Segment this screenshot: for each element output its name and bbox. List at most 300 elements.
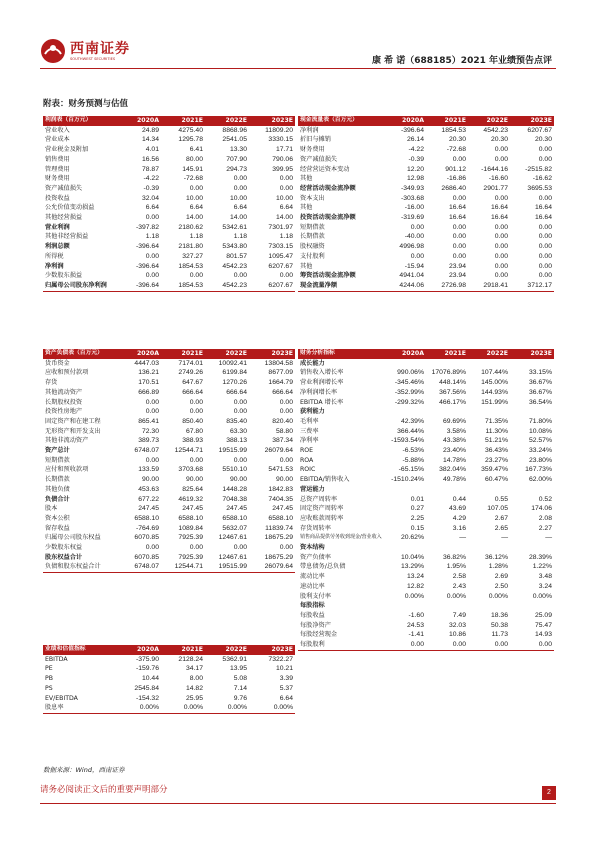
row-label: 股权融资	[300, 243, 325, 251]
year-header-cell: 2023E	[510, 349, 554, 359]
value-cell: 0.00	[468, 640, 510, 650]
table-row	[43, 407, 295, 417]
value-cell: 20.30	[490, 136, 508, 144]
value-cell: 24.53	[406, 621, 424, 629]
table-row	[43, 155, 295, 165]
row-label: 净利率	[300, 437, 319, 445]
value-cell: 0.55	[494, 495, 508, 503]
table-row	[43, 524, 295, 534]
value-cell: 20.30	[534, 136, 552, 144]
table-row	[43, 174, 295, 184]
value-cell: 0.00	[538, 272, 552, 280]
value-cell: 0.00	[538, 194, 552, 202]
row-label: ROE	[300, 447, 314, 455]
table-row	[298, 145, 554, 155]
value-cell: 0.00	[538, 233, 552, 241]
year-header-cell: 2021E	[426, 116, 468, 126]
value-cell: 1854.53	[441, 126, 466, 134]
value-cell: 14.00	[229, 214, 247, 222]
value-cell	[384, 485, 426, 495]
row-label: 其他	[300, 262, 313, 270]
value-cell: 0.00	[279, 398, 293, 406]
value-cell: 36.43%	[484, 447, 508, 455]
value-cell: 0.00	[145, 252, 159, 260]
year-header-cell: 2020A	[117, 645, 161, 655]
value-cell: 0.00	[538, 243, 552, 251]
table-row	[298, 398, 554, 408]
value-cell: 26079.64	[264, 447, 293, 455]
value-cell: 0.00	[538, 155, 552, 163]
table-row	[298, 640, 554, 650]
value-cell: 0.00	[145, 214, 159, 222]
table-row	[43, 436, 295, 446]
row-label: 其他	[300, 204, 313, 212]
value-cell: 4542.23	[205, 281, 249, 291]
value-cell: 33.24%	[528, 447, 552, 455]
row-label: 销售费用	[45, 155, 70, 163]
value-cell: 0.27	[410, 505, 424, 513]
value-cell: 3.48	[538, 573, 552, 581]
year-header-cell: 2022E	[205, 645, 249, 655]
row-label: 营业利润	[45, 223, 70, 231]
value-cell: 23.94	[448, 262, 466, 270]
value-cell: 1448.28	[222, 485, 247, 493]
value-cell: 0.00	[145, 456, 159, 464]
value-cell: 63.30	[229, 427, 247, 435]
row-label: 公允价值变动损益	[45, 204, 95, 212]
value-cell	[384, 543, 426, 553]
value-cell: -1593.54%	[391, 437, 424, 445]
value-cell: 6070.85	[134, 553, 159, 561]
value-cell: 23.94	[448, 272, 466, 280]
value-cell: 25.95	[185, 694, 203, 702]
value-cell: 7303.15	[268, 243, 293, 251]
table-row	[298, 417, 554, 427]
row-label: 资产减值损失	[300, 155, 338, 163]
table-row	[298, 495, 554, 505]
table-row	[298, 543, 554, 553]
row-label: 股利支付率	[300, 592, 331, 600]
row-label: 管理费用	[45, 165, 70, 173]
value-cell: -1510.24%	[391, 476, 424, 484]
financial-ratios-table	[298, 349, 554, 651]
value-cell: 151.99%	[481, 398, 508, 406]
table-row	[298, 582, 554, 592]
row-label: 无形资产和开发支出	[45, 427, 101, 435]
table-row	[43, 553, 295, 563]
value-cell: 2.67	[494, 514, 508, 522]
value-cell: 990.06%	[397, 369, 424, 377]
value-cell: 90.00	[229, 476, 247, 484]
row-label: 营业收入	[45, 126, 70, 134]
row-label: 其他	[300, 175, 313, 183]
value-cell: -16.00	[404, 204, 424, 212]
value-cell: 2.43	[452, 582, 466, 590]
value-cell: 3.24	[538, 582, 552, 590]
value-cell: 12467.61	[218, 534, 247, 542]
value-cell: 2686.40	[441, 184, 466, 192]
value-cell: 0.00	[452, 223, 466, 231]
value-cell: 0.44	[452, 495, 466, 503]
row-label: 归属母公司股东权益	[45, 534, 101, 542]
value-cell: 1295.78	[178, 136, 203, 144]
row-label: EBITDA 增长率	[300, 398, 344, 406]
table-row	[43, 427, 295, 437]
value-cell: 790.06	[272, 155, 293, 163]
value-cell: -159.76	[135, 665, 159, 673]
value-cell: 6588.10	[178, 514, 203, 522]
row-label: 存货	[45, 379, 58, 387]
cashflow-statement-table	[298, 116, 554, 292]
value-cell: 0.00	[510, 640, 554, 650]
value-cell	[468, 359, 510, 369]
table-header-row	[298, 349, 554, 359]
value-cell: 666.64	[272, 388, 293, 396]
value-cell: 0.00	[233, 175, 247, 183]
value-cell: 34.17	[185, 665, 203, 673]
value-cell: 0.00	[538, 262, 552, 270]
value-cell: 0.00	[279, 408, 293, 416]
row-label: 投资收益	[45, 194, 70, 202]
table-row	[43, 126, 295, 136]
value-cell: -16.86	[446, 175, 466, 183]
value-cell: 72.30	[141, 427, 159, 435]
table-row	[298, 504, 554, 514]
value-cell: 2180.62	[178, 223, 203, 231]
footer-divider	[40, 803, 556, 804]
value-cell	[426, 543, 468, 553]
value-cell: 11839.74	[265, 524, 293, 532]
value-cell: 8868.96	[222, 126, 247, 134]
value-cell: 247.45	[272, 505, 293, 513]
section-title: 附表：财务预测与估值	[43, 99, 129, 109]
row-label: 负债合计	[45, 495, 70, 503]
row-label: 资本结构	[300, 544, 325, 552]
value-cell: 0.00	[279, 175, 293, 183]
table-row	[298, 213, 554, 223]
value-cell: 382.04%	[439, 466, 466, 474]
row-label: 每股经营现金	[300, 631, 338, 639]
table-title-cell: 现金流量表（百万元）	[298, 116, 384, 126]
value-cell: 5471.53	[268, 466, 293, 474]
value-cell: 1.18	[233, 233, 247, 241]
year-header-cell: 2021E	[161, 116, 205, 126]
value-cell: 2181.80	[178, 243, 203, 251]
company-logo	[40, 38, 130, 64]
value-cell: 14.93	[534, 631, 552, 639]
value-cell: 12.98	[406, 175, 424, 183]
value-cell: 5.08	[233, 675, 247, 683]
value-cell: 16.64	[534, 214, 552, 222]
row-label: 带息债务/总负债	[300, 563, 346, 571]
row-label: 股东权益合计	[45, 553, 83, 561]
value-cell: 5342.61	[222, 223, 247, 231]
table-row	[43, 232, 295, 242]
value-cell: 3.16	[452, 524, 466, 532]
source-note: 数据来源：Wind，西南证券	[43, 766, 125, 774]
value-cell: 0.00	[494, 155, 508, 163]
table-row	[43, 694, 295, 704]
value-cell: 0.00	[384, 640, 426, 650]
value-cell: 10.21	[275, 665, 293, 673]
table-row	[298, 485, 554, 495]
row-label: EBITDA	[45, 655, 68, 663]
value-cell: 4542.23	[483, 126, 508, 134]
value-cell: 7925.39	[178, 553, 203, 561]
value-cell: 367.56%	[439, 388, 466, 396]
table-row	[298, 232, 554, 242]
header-divider	[40, 68, 556, 69]
table-row	[298, 359, 554, 369]
value-cell: 16.56	[141, 155, 159, 163]
value-cell: 12544.71	[161, 562, 205, 572]
table-row	[43, 271, 295, 281]
row-label: 负债和股东权益合计	[43, 562, 117, 572]
table-row	[298, 630, 554, 640]
value-cell: -4.22	[143, 175, 159, 183]
table-row	[298, 388, 554, 398]
value-cell: 3703.68	[178, 466, 203, 474]
value-cell: 4619.32	[178, 495, 203, 503]
value-cell: 8.00	[189, 675, 203, 683]
table-row	[298, 514, 554, 524]
table-row	[298, 135, 554, 145]
year-header-cell: 2022E	[468, 116, 510, 126]
table-row	[298, 562, 554, 572]
value-cell: 388.93	[182, 437, 203, 445]
table-row	[43, 213, 295, 223]
row-label: 每股股利	[298, 640, 384, 650]
value-cell: 36.67%	[528, 388, 552, 396]
table-row	[43, 533, 295, 543]
value-cell: 6588.10	[222, 514, 247, 522]
value-cell: 10.00	[185, 194, 203, 202]
value-cell: -1644.16	[481, 165, 508, 173]
row-label: 资本公积	[45, 514, 70, 522]
value-cell	[510, 485, 554, 495]
value-cell: 10.00	[229, 194, 247, 202]
row-label: 营业税金及附加	[45, 146, 89, 154]
row-label: 存货周转率	[300, 524, 331, 532]
value-cell: 43.38%	[442, 437, 466, 445]
page-number: 2	[542, 786, 556, 800]
value-cell: 366.44%	[397, 427, 424, 435]
footer-disclaimer: 请务必阅读正文后的重要声明部分	[40, 785, 168, 795]
value-cell: -349.93	[400, 184, 424, 192]
value-cell: 0.00	[538, 223, 552, 231]
year-header-cell: 2023E	[249, 116, 295, 126]
value-cell: -397.82	[135, 223, 159, 231]
row-label: 财务费用	[45, 175, 70, 183]
value-cell	[384, 407, 426, 417]
value-cell	[468, 485, 510, 495]
value-cell: 4542.23	[222, 262, 247, 270]
value-cell	[510, 543, 554, 553]
value-cell: 2541.05	[222, 136, 247, 144]
row-label: 少数股东损益	[45, 272, 83, 280]
value-cell: 0.00	[452, 252, 466, 260]
value-cell: 6.64	[279, 694, 293, 702]
value-cell: 107.44%	[481, 369, 508, 377]
value-cell: 14.00	[185, 214, 203, 222]
value-cell: 388.13	[226, 437, 247, 445]
value-cell: 58.80	[275, 427, 293, 435]
value-cell: 389.73	[138, 437, 159, 445]
value-cell: 0.00	[452, 233, 466, 241]
year-header-cell: 2020A	[384, 116, 426, 126]
value-cell: 23.80%	[528, 456, 552, 464]
value-cell: 4941.04	[399, 272, 424, 280]
value-cell: 0.00%	[446, 592, 466, 600]
value-cell: 36.67%	[528, 379, 552, 387]
row-label: 速动比率	[300, 582, 325, 590]
value-cell: 3.58%	[446, 427, 466, 435]
table-row	[298, 223, 554, 233]
table-row	[43, 184, 295, 194]
row-label: 少数股东权益	[45, 544, 83, 552]
value-cell: -396.64	[135, 262, 159, 270]
table-row	[43, 388, 295, 398]
value-cell: 19515.99	[205, 562, 249, 572]
value-cell: 0.00%	[404, 592, 424, 600]
table-row	[298, 572, 554, 582]
logo-en-text: SOUTHWEST SECURITIES	[70, 56, 116, 61]
row-label: 财务费用	[300, 146, 325, 154]
value-cell: 10.00	[275, 194, 293, 202]
value-cell: 13804.58	[264, 359, 293, 367]
value-cell: 10092.41	[218, 359, 247, 367]
value-cell: 294.73	[226, 165, 247, 173]
value-cell: 16.64	[534, 204, 552, 212]
value-cell	[384, 359, 426, 369]
value-cell: 0.00%	[117, 703, 161, 713]
value-cell: 6.41	[189, 146, 203, 154]
row-label: 经营营运资本变动	[300, 165, 350, 173]
value-cell: 453.63	[138, 485, 159, 493]
value-cell	[510, 601, 554, 611]
value-cell: 26.14	[406, 136, 424, 144]
value-cell: 67.80	[185, 427, 203, 435]
value-cell: 5362.91	[222, 655, 247, 663]
value-cell: 1.18	[145, 233, 159, 241]
logo-cn-text: 西南证券	[70, 40, 130, 57]
row-label: EBITDA/销售收入	[300, 476, 350, 484]
table-title-cell: 利润表（百万元）	[43, 116, 117, 126]
value-cell: -40.00	[404, 233, 424, 241]
value-cell: 80.00	[185, 155, 203, 163]
value-cell: 18675.29	[264, 553, 293, 561]
table-row	[43, 398, 295, 408]
value-cell: -396.64	[135, 243, 159, 251]
value-cell: 1664.79	[268, 379, 293, 387]
value-cell: 0.00	[279, 544, 293, 552]
value-cell: -65.15%	[398, 466, 424, 474]
row-label: 投资活动现金流净额	[300, 214, 356, 222]
value-cell: —	[501, 534, 508, 542]
table-row	[298, 262, 554, 272]
value-cell: 6207.67	[527, 126, 552, 134]
row-label: 应收账款周转率	[300, 514, 344, 522]
table-row	[298, 592, 554, 602]
table-row	[298, 465, 554, 475]
value-cell: 0.00	[494, 262, 508, 270]
value-cell: 0.00	[452, 243, 466, 251]
value-cell: 16.64	[448, 214, 466, 222]
value-cell: 50.38	[490, 621, 508, 629]
row-label: 现金流量净额	[298, 281, 384, 291]
value-cell: 0.00	[233, 408, 247, 416]
table-row	[298, 427, 554, 437]
value-cell: 33.15%	[528, 369, 552, 377]
value-cell: 26079.64	[249, 562, 295, 572]
value-cell: 0.00%	[249, 703, 295, 713]
table-header-row	[43, 116, 295, 126]
value-cell: 0.00	[494, 272, 508, 280]
value-cell: 865.41	[138, 417, 159, 425]
row-label: 其他负债	[45, 485, 70, 493]
value-cell: 78.87	[141, 165, 159, 173]
value-cell: 5343.80	[222, 243, 247, 251]
row-label: 筹资活动现金流净额	[300, 272, 356, 280]
value-cell: 90.00	[185, 476, 203, 484]
value-cell: 666.64	[182, 388, 203, 396]
value-cell: 3712.17	[510, 281, 554, 291]
value-cell: 327.27	[182, 252, 203, 260]
value-cell: 0.00	[145, 398, 159, 406]
table-row	[298, 252, 554, 262]
table-row	[43, 242, 295, 252]
value-cell: 0.00	[494, 194, 508, 202]
logo-emblem-icon	[40, 38, 66, 64]
value-cell: 0.00%	[161, 703, 205, 713]
table-title-cell: 财务分析指标	[298, 349, 384, 359]
value-cell: 835.40	[226, 417, 247, 425]
value-cell	[384, 601, 426, 611]
value-cell: -319.69	[400, 214, 424, 222]
value-cell: 801.57	[226, 252, 247, 260]
row-label: PS	[45, 684, 53, 692]
table-row	[43, 456, 295, 466]
value-cell: 32.04	[141, 194, 159, 202]
value-cell: 3.39	[279, 675, 293, 683]
value-cell: 7.14	[233, 684, 247, 692]
value-cell: -375.90	[135, 655, 159, 663]
value-cell: 10.44	[141, 675, 159, 683]
value-cell: -2515.82	[525, 165, 552, 173]
table-row	[43, 203, 295, 213]
table-row	[298, 126, 554, 136]
table-header-row	[298, 116, 554, 126]
value-cell: 7048.38	[222, 495, 247, 503]
table-row	[43, 194, 295, 204]
value-cell: 2901.77	[483, 184, 508, 192]
row-label: 毛利率	[300, 417, 319, 425]
year-header-cell: 2020A	[384, 349, 426, 359]
value-cell: 10.04%	[400, 553, 424, 561]
value-cell: 0.00	[494, 233, 508, 241]
value-cell: 2.58	[452, 573, 466, 581]
value-cell: 19515.99	[218, 447, 247, 455]
row-label: ROA	[300, 456, 314, 464]
value-cell: 0.00	[452, 155, 466, 163]
table-row	[43, 135, 295, 145]
value-cell: 1270.26	[222, 379, 247, 387]
value-cell: 14.34	[141, 136, 159, 144]
value-cell: 18.36	[490, 611, 508, 619]
table-row	[298, 407, 554, 417]
value-cell	[468, 543, 510, 553]
value-cell: 0.00	[452, 194, 466, 202]
